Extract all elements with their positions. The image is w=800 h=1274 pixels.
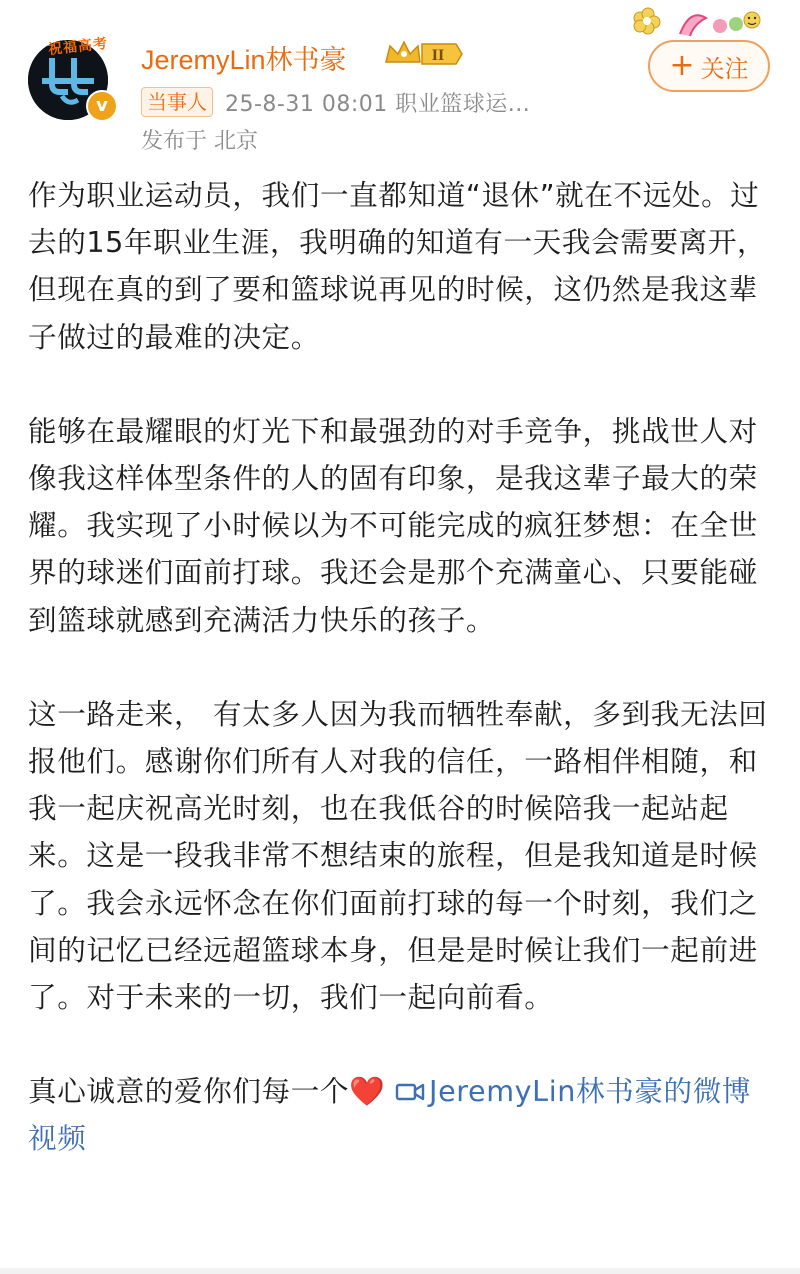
post-paragraph: 这一路走来， 有太多人因为我而牺牲奉献，多到我无法回报他们。感谢你们所有人对我的信任，一路相伴相随，和我一起庆祝高光时刻，也在我低谷的时候陪我一起站起来。这是一段我非常不想结束的旅程，但是我知道是时候了。我会永远怀念在你们面前打球的每一个时刻，我们之间的记忆已经远超篮球本身，但是是时候让我们一起前进了。对于未来的一切，我们一起向前看。 (28, 696, 768, 1015)
follow-label: 关注 (700, 54, 749, 83)
post-time-and-source[interactable]: 25-8-31 08:01 职业篮球运... (225, 91, 531, 117)
verified-badge-icon: v (86, 90, 118, 122)
follow-button[interactable] (648, 40, 770, 92)
post-paragraph: 作为职业运动员，我们一直都知道“退休”就在不远处。过去的15年职业生涯，我明确的知道有一天我会需要离开，但现在真的到了要和篮球说再见的时候，这仍然是我这辈子做过的最难的决定。 (28, 178, 767, 354)
plus-icon: + (669, 48, 695, 83)
level-badge-text: II (431, 47, 445, 64)
post-closing (28, 1068, 780, 1162)
post-paragraph: 能够在最耀眼的灯光下和最强劲的对手竞争，挑战世人对像我这样体型条件的人的固有印象，是我这辈子最大的荣耀。我实现了小时候以为不可能完成的疯狂梦想：在全世界的球迷们面前打球。我还会是那个充满童心、只要能碰到篮球就感到充满活力快乐的孩子。 (28, 413, 758, 637)
video-link-text: JeremyLin林书豪的微博视频 (28, 1074, 752, 1156)
avatar-frame-tag: 祝福高考 (47, 35, 109, 59)
post-content (28, 172, 780, 1163)
heart-emoji: ❤️ (349, 1074, 386, 1109)
post-header (0, 0, 800, 160)
divider (0, 1268, 800, 1274)
username[interactable]: JeremyLin林书豪 (141, 45, 347, 75)
video-camera-icon (395, 1081, 425, 1103)
avatar[interactable] (22, 18, 122, 118)
closing-text: 真心诚意的爱你们每一个 (28, 1074, 350, 1109)
post-location: 发布于 北京 (141, 129, 258, 154)
role-tag: 当事人 (141, 87, 213, 117)
member-level-badge-icon (382, 38, 464, 70)
post-meta (141, 86, 530, 118)
